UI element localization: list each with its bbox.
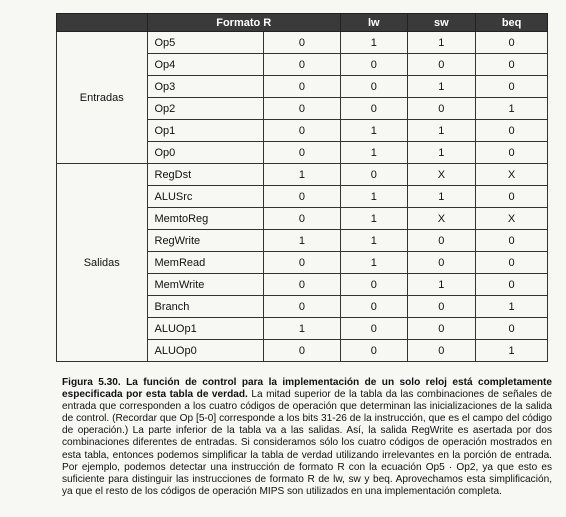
signal-value: 1 xyxy=(264,318,341,340)
signal-value: 1 xyxy=(407,76,476,98)
signal-value: 0 xyxy=(264,340,341,362)
signal-name: RegDst xyxy=(147,164,264,186)
signal-name: Op2 xyxy=(147,98,264,120)
signal-value: 1 xyxy=(340,142,407,164)
signal-value: 0 xyxy=(264,296,341,318)
figure-caption xyxy=(62,377,552,498)
signal-value: 0 xyxy=(476,142,548,164)
signal-value: 0 xyxy=(264,186,341,208)
signal-value: 0 xyxy=(264,32,341,54)
signal-value: 0 xyxy=(476,186,548,208)
signal-value: 0 xyxy=(264,76,341,98)
signal-value: 1 xyxy=(340,208,407,230)
signal-name: ALUSrc xyxy=(147,186,264,208)
table-header-row xyxy=(57,14,548,32)
signal-name: Op5 xyxy=(147,32,264,54)
signal-value: 0 xyxy=(407,230,476,252)
signal-value: 0 xyxy=(264,208,341,230)
signal-value: 1 xyxy=(340,120,407,142)
header-lw: lw xyxy=(340,14,407,32)
signal-value: 1 xyxy=(264,164,341,186)
signal-value: 0 xyxy=(340,340,407,362)
signal-value: 1 xyxy=(407,32,476,54)
signal-value: X xyxy=(407,208,476,230)
caption-lead: Figura 5.30. La función de control para la implementación de un solo reloj está completamente especificada por esta tabla de verdad. xyxy=(62,377,552,401)
signal-value: 0 xyxy=(476,54,548,76)
signal-value: 0 xyxy=(340,296,407,318)
header-beq: beq xyxy=(476,14,548,32)
header-sw: sw xyxy=(407,14,476,32)
signal-value: 0 xyxy=(476,32,548,54)
signal-name: Op0 xyxy=(147,142,264,164)
table-row xyxy=(57,32,548,54)
signal-value: 0 xyxy=(476,230,548,252)
signal-name: Op1 xyxy=(147,120,264,142)
signal-value: 0 xyxy=(264,142,341,164)
signal-value: 0 xyxy=(476,76,548,98)
signal-value: 1 xyxy=(476,98,548,120)
table-body xyxy=(57,32,548,362)
signal-value: 0 xyxy=(264,120,341,142)
signal-value: X xyxy=(407,164,476,186)
signal-value: 0 xyxy=(476,318,548,340)
signal-value: 1 xyxy=(264,230,341,252)
signal-name: RegWrite xyxy=(147,230,264,252)
signal-value: 0 xyxy=(407,296,476,318)
signal-value: 0 xyxy=(264,98,341,120)
header-formato-r: Formato R xyxy=(147,14,340,32)
signal-value: 1 xyxy=(407,186,476,208)
signal-value: 1 xyxy=(340,230,407,252)
signal-name: MemWrite xyxy=(147,274,264,296)
signal-value: 1 xyxy=(340,252,407,274)
signal-name: ALUOp1 xyxy=(147,318,264,340)
signal-value: 1 xyxy=(407,142,476,164)
signal-name: ALUOp0 xyxy=(147,340,264,362)
header-blank xyxy=(57,14,148,32)
signal-value: 1 xyxy=(407,120,476,142)
group-label: Entradas xyxy=(57,32,148,164)
signal-value: 1 xyxy=(340,32,407,54)
signal-value: 0 xyxy=(340,164,407,186)
caption-body: La mitad superior de la tabla da las combinaciones de señales de entrada que corresponden a los cuatro códigos de operación que determinan las inicializaciones de la salida de control. (Recordar que Op [5-0] corresponde a los bits 31-26 de la instrucción, que es el campo del código de operación.) La parte inferior de la tabla va a las salidas. Así, la salida RegWrite es asertada por dos combinaciones diferentes de entradas. Si consideramos sólo los cuatro códigos de operación mostrados en esta tabla, entonces podemos simplificar la tabla de verdad utilizando irrelevantes en la porción de entrada. Por ejemplo, podemos detectar una instrucción de formato R con la ecuación Op5 · Op2, ya que esto es suficiente para distinguir las instrucciones de formato R de lw, sw y beq. Aprovechamos esta simplificación, ya que el resto de los códigos de operación MIPS son utilizados en una implementación completa. xyxy=(62,389,552,497)
signal-value: X xyxy=(476,208,548,230)
group-label: Salidas xyxy=(57,164,148,362)
signal-value: 1 xyxy=(407,274,476,296)
signal-name: MemtoReg xyxy=(147,208,264,230)
signal-name: Branch xyxy=(147,296,264,318)
signal-value: 0 xyxy=(407,318,476,340)
table-row xyxy=(57,164,548,186)
signal-value: 0 xyxy=(340,76,407,98)
signal-value: 0 xyxy=(476,274,548,296)
signal-value: 0 xyxy=(340,98,407,120)
control-truth-table xyxy=(56,13,548,362)
signal-value: 0 xyxy=(264,274,341,296)
signal-value: 0 xyxy=(407,98,476,120)
signal-value: X xyxy=(476,164,548,186)
signal-value: 0 xyxy=(264,252,341,274)
signal-value: 1 xyxy=(476,296,548,318)
signal-name: Op3 xyxy=(147,76,264,98)
signal-value: 0 xyxy=(407,252,476,274)
signal-name: MemRead xyxy=(147,252,264,274)
signal-value: 0 xyxy=(340,274,407,296)
signal-value: 0 xyxy=(476,252,548,274)
signal-value: 0 xyxy=(264,54,341,76)
signal-value: 0 xyxy=(407,340,476,362)
signal-value: 1 xyxy=(476,340,548,362)
signal-value: 0 xyxy=(476,120,548,142)
signal-value: 0 xyxy=(407,54,476,76)
signal-value: 1 xyxy=(340,186,407,208)
signal-value: 0 xyxy=(340,54,407,76)
signal-value: 0 xyxy=(340,318,407,340)
signal-name: Op4 xyxy=(147,54,264,76)
